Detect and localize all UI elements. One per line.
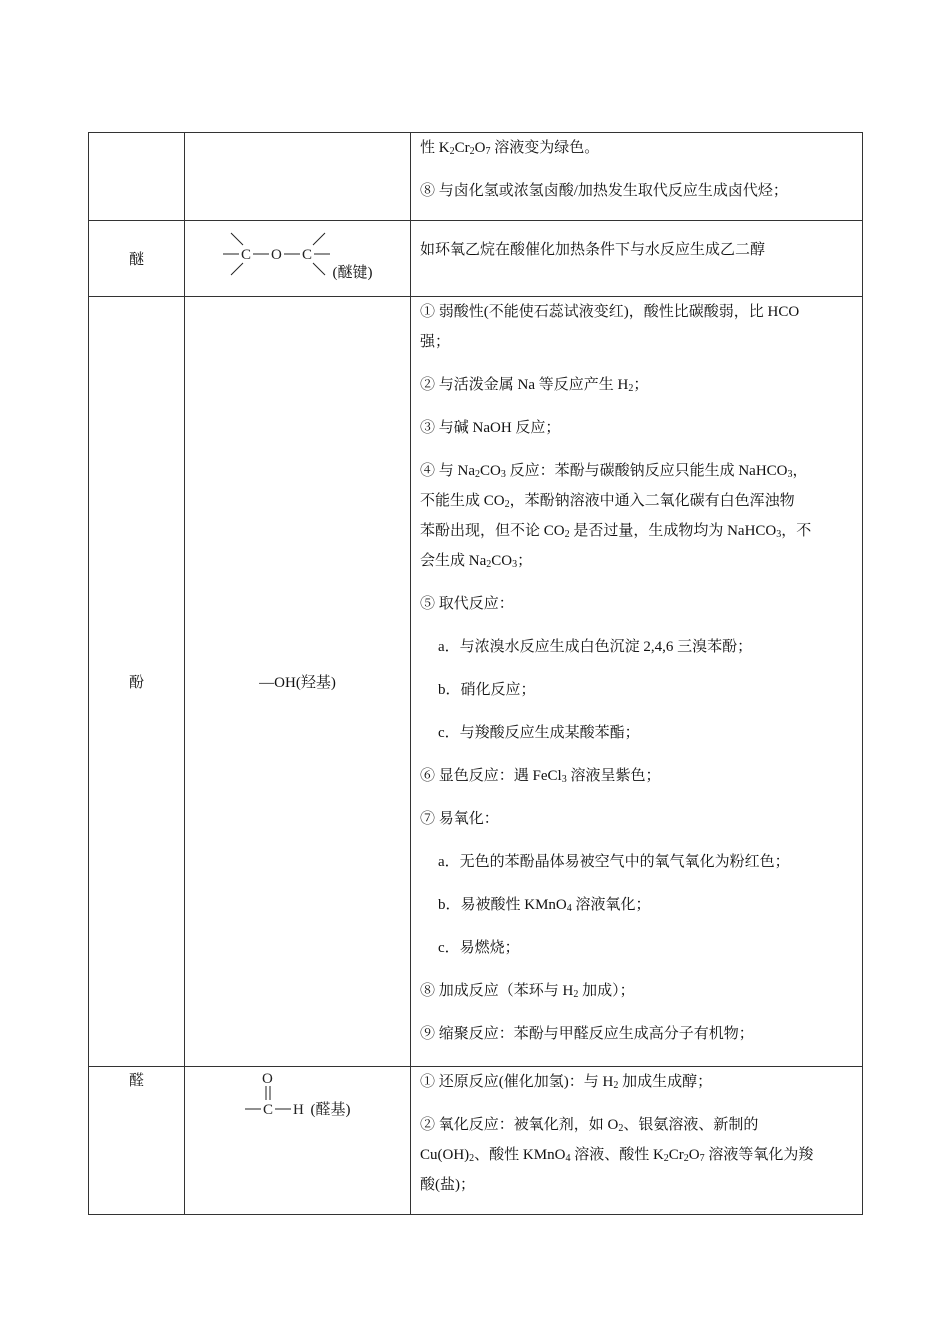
- property-line: ① 还原反应(催化加氢)：与 $H_2$ 加成生成醇；: [420, 1074, 713, 1091]
- property-line: ⑨ 缩聚反应：苯酚与甲醛反应生成高分子有机物；: [420, 1026, 754, 1042]
- aldehyde-group-label: (醛基): [310, 1102, 351, 1118]
- ether-structure-diagram: [223, 230, 343, 282]
- oxygen-atom: O: [261, 1071, 273, 1087]
- property-line: ① 弱酸性(不能使石蕊试液变红)，酸性比碳酸弱，比 HCO 强；: [420, 304, 800, 350]
- property-line: c．易燃烧；: [438, 940, 520, 956]
- property-line: c．与羧酸反应生成某酸苯酯；: [438, 725, 640, 741]
- properties-cell: [411, 297, 863, 1067]
- compound-name-cell: [89, 133, 185, 221]
- functional-group-table: [88, 132, 863, 1215]
- table-row: [89, 1067, 863, 1215]
- functional-group-cell: [185, 221, 411, 297]
- aldehyde-structure-diagram: [245, 1069, 309, 1121]
- property-line: ⑥ 显色反应：遇 FeCl$_3$ 溶液呈紫色；: [420, 768, 661, 785]
- table-row: [89, 133, 863, 221]
- property-line: ⑦ 易氧化：: [420, 811, 499, 827]
- compound-name-cell: 酚: [89, 297, 185, 1067]
- property-line: ② 与活泼金属 Na 等反应产生 $H_2$；: [420, 377, 649, 394]
- table-row: [89, 297, 863, 1067]
- carbon-atom-right: C: [301, 247, 312, 263]
- property-line: ③ 与碱 NaOH 反应；: [420, 420, 561, 436]
- ether-bond-structure: [223, 230, 373, 282]
- functional-group-cell: [185, 133, 411, 221]
- carbon-atom: C: [262, 1102, 273, 1118]
- property-line: 性 $K_2Cr_2O_7$ 溶液变为绿色。: [420, 140, 600, 157]
- aldehyde-group-structure: [245, 1069, 351, 1121]
- property-line: b．硝化反应；: [438, 682, 536, 698]
- ether-bond-label: (醚键): [332, 265, 373, 281]
- hydrogen-atom: H: [292, 1102, 304, 1118]
- functional-group-cell: [185, 1067, 411, 1215]
- property-line: ④ 与 $Na_2CO_3$ 反应：苯酚与碳酸钠反应只能生成 NaHCO$_3$， 不能生成 $CO_2$，苯酚钠溶液中通入二氧化碳有白色浑浊物 苯酚出现，但不论 $CO_2$ 是否过量，生成物均为 NaHCO$_3$，不 会生成 $Na_2CO_3$；: [420, 463, 812, 570]
- property-line: ⑧ 加成反应（苯环与 $H_2$ 加成）；: [420, 983, 635, 1000]
- property-line: ⑤ 取代反应：: [420, 596, 514, 612]
- property-line: b．易被酸性 KMnO$_4$ 溶液氧化；: [438, 897, 651, 914]
- functional-group-cell: —OH(羟基): [185, 297, 411, 1067]
- property-line: ② 氧化反应：被氧化剂，如 $O_2$、银氨溶液、新制的 $Cu(OH)_2$、酸性 KMnO$_4$ 溶液、酸性 $K_2Cr_2O_7$ 溶液等氧化为羧 酸(盐)；: [420, 1117, 814, 1193]
- properties-cell: [411, 221, 863, 297]
- property-line: ⑧ 与卤化氢或浓氢卤酸/加热发生取代反应生成卤代烃；: [420, 183, 788, 199]
- compound-name-cell: 醛: [89, 1067, 185, 1215]
- properties-cell: [411, 1067, 863, 1215]
- property-line: a．与浓溴水反应生成白色沉淀 2,4,6 三溴苯酚；: [438, 639, 753, 655]
- property-line: a．无色的苯酚晶体易被空气中的氧气氧化为粉红色；: [438, 854, 790, 870]
- table-row: [89, 221, 863, 297]
- properties-cell: [411, 133, 863, 221]
- oxygen-atom: O: [270, 247, 282, 263]
- property-line: 如环氧乙烷在酸催化加热条件下与水反应生成乙二醇: [420, 241, 766, 258]
- compound-name-cell: 醚: [89, 221, 185, 297]
- carbon-atom-left: C: [240, 247, 251, 263]
